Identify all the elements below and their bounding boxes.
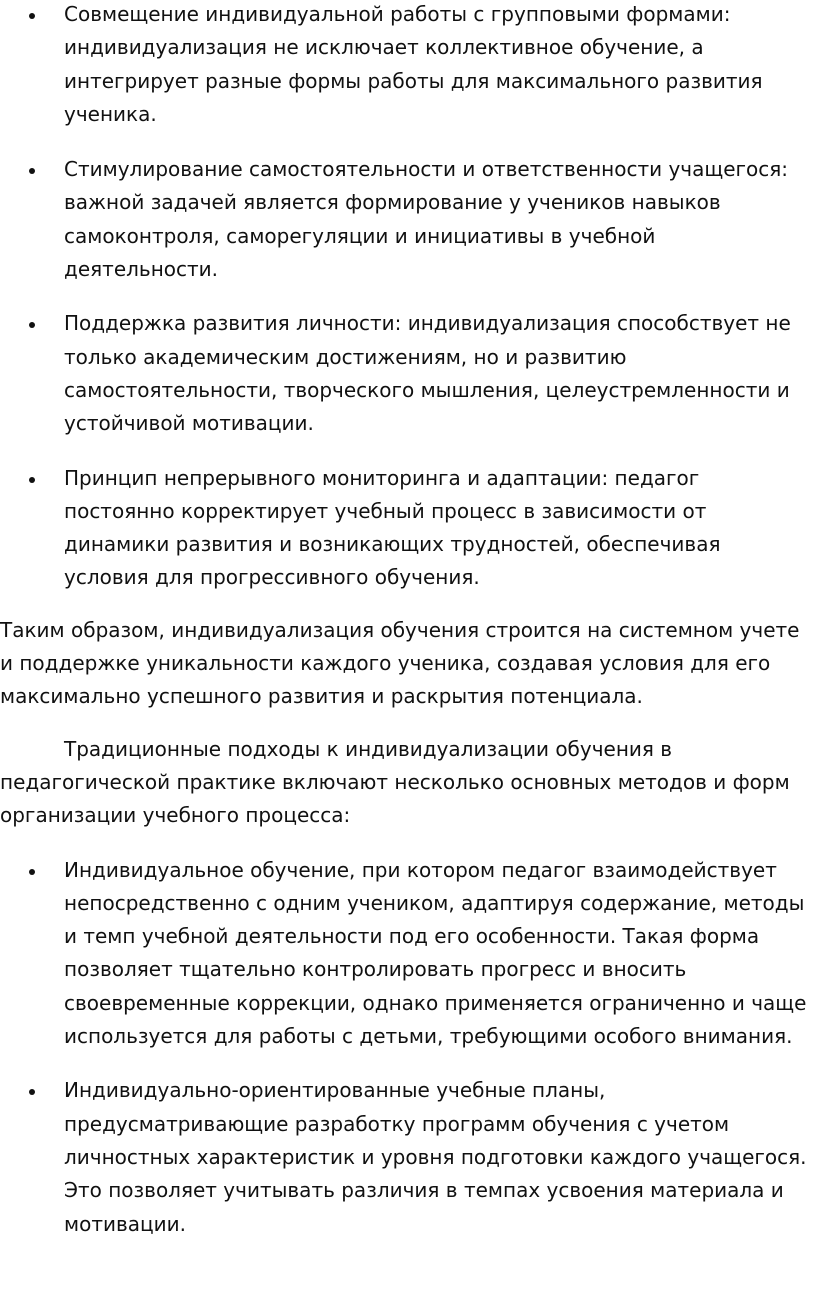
list-item-text: Принцип непрерывного мониторинга и адаптации: педагог постоянно корректирует учебный процесс в зависимости от динамики развития и возникающих трудностей, обеспечивая условия для прогрессивного обучения.: [64, 465, 721, 590]
list-item-text: Индивидуально-ориентированные учебные планы, предусматривающие разработку программ обучения с учетом личностных характеристик и уровня подготовки каждого учащегося. Это позволяет учитывать различия в темпах усвоения материала и мотивации.: [64, 1078, 807, 1236]
list-item: [0, 462, 816, 595]
intro-paragraph: Традиционные подходы к индивидуализации обучения в педагогической практике включают несколько основных методов и форм организации учебного процесса:: [0, 736, 790, 828]
principles-list: [0, 0, 816, 595]
list-item: [0, 854, 816, 1054]
list-item: [0, 307, 816, 440]
list-item: [0, 0, 816, 131]
bullet-icon: [29, 1089, 35, 1095]
list-item: [0, 153, 816, 286]
list-item-text: Совмещение индивидуальной работы с групповыми формами: индивидуализация не исключает коллективное обучение, а интегрирует разные формы работы для максимального развития ученика.: [64, 2, 763, 126]
bullet-icon: [29, 477, 35, 483]
summary-paragraph: Таким образом, индивидуализация обучения строится на системном учете и поддержке уникальности каждого ученика, создавая условия для его максимально успешного развития и раскрытия потенциала.: [0, 617, 800, 709]
bullet-icon: [29, 869, 35, 875]
methods-list: [0, 854, 816, 1241]
bullet-icon: [29, 322, 35, 328]
list-item-text: Индивидуальное обучение, при котором педагог взаимодействует непосредственно с одним учеником, адаптируя содержание, методы и темп учебной деятельности под его особенности. Такая форма позволяет тщательно контролировать прогресс и вносить своевременные коррекции, однако применяется ограниченно и чаще используется для работы с детьми, требующими особого внимания.: [64, 857, 807, 1049]
list-item-text: Стимулирование самостоятельности и ответственности учащегося: важной задачей является формирование у учеников навыков самоконтроля, саморегуляции и инициативы в учебной деятельности.: [64, 157, 789, 282]
bullet-icon: [29, 168, 35, 174]
list-item: [0, 1074, 816, 1240]
bullet-icon: [29, 13, 35, 19]
list-item-text: Поддержка развития личности: индивидуализация способствует не только академическим достижениям, но и развитию самостоятельности, творческого мышления, целеустремленности и устойчивой мотивации.: [64, 311, 791, 436]
